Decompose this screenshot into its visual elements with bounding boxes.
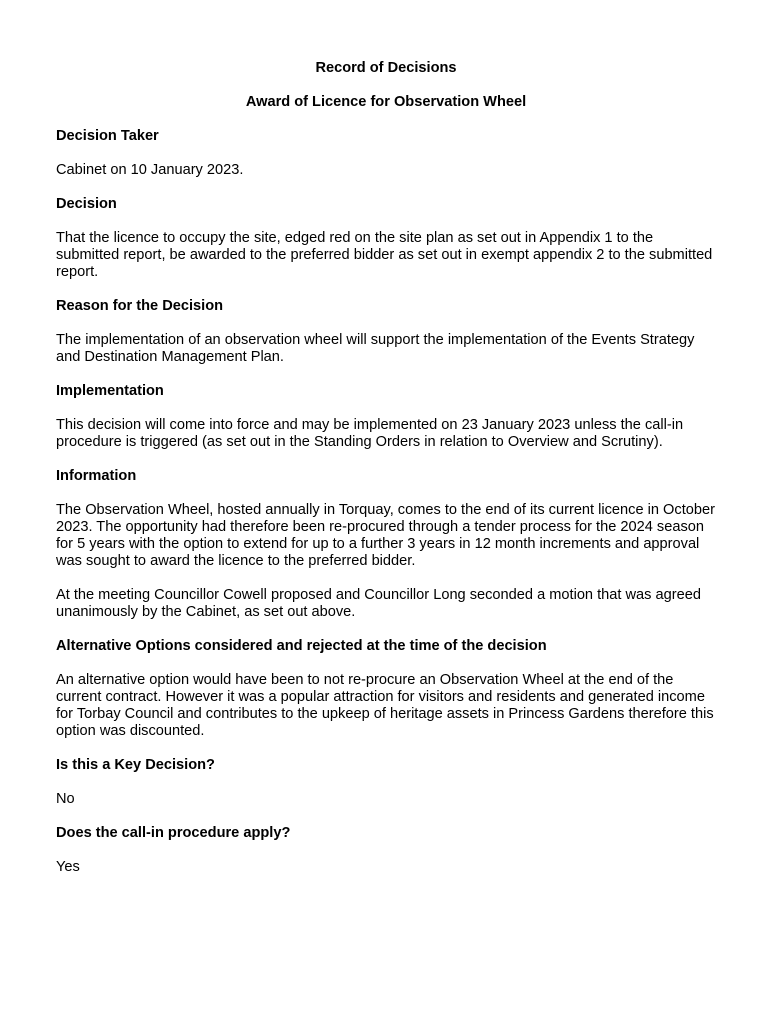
reason-heading: Reason for the Decision	[56, 298, 224, 314]
information-text-2: At the meeting Councillor Cowell proposed and Councillor Long seconded a motion that was agreed unanimously by the Cabinet, as set out above.	[56, 587, 701, 620]
implementation-text: This decision will come into force and may be implemented on 23 January 2023 unless the call-in procedure is triggered (as set out in the Standing Orders in relation to Overview and Scrutiny).	[56, 417, 684, 450]
call-in-heading: Does the call-in procedure apply?	[56, 825, 291, 841]
decision-taker-heading: Decision Taker	[56, 128, 159, 144]
alternatives-text: An alternative option would have been to not re-procure an Observation Wheel at the end of the current contract. However it was a popular attraction for visitors and residents and generated income for Torbay Council and contributes to the upkeep of heritage assets in Princess Gardens therefore this option was discounted.	[56, 672, 714, 739]
key-decision-heading: Is this a Key Decision?	[56, 757, 215, 773]
decision-text: That the licence to occupy the site, edged red on the site plan as set out in Appendix 1 to the submitted report, be awarded to the preferred bidder as set out in exempt appendix 2 to the submitted report.	[56, 230, 713, 280]
information-text-1: The Observation Wheel, hosted annually in Torquay, comes to the end of its current licence in October 2023. The opportunity had therefore been re-procured through a tender process for the 2024 season for 5 years with the option to extend for up to a further 3 years in 12 month increments and approval was sought to award the licence to the preferred bidder.	[56, 502, 715, 569]
implementation-heading: Implementation	[56, 383, 164, 399]
key-decision-text: No	[56, 791, 75, 807]
call-in-text: Yes	[56, 859, 80, 875]
decision-heading: Decision	[56, 196, 117, 212]
document-subtitle: Award of Licence for Observation Wheel	[245, 94, 527, 110]
reason-text: The implementation of an observation wheel will support the implementation of the Events Strategy and Destination Management Plan.	[56, 332, 695, 365]
document-page	[56, 60, 716, 893]
document-title: Record of Decisions	[315, 60, 457, 76]
alternatives-heading: Alternative Options considered and rejected at the time of the decision	[56, 638, 547, 654]
information-heading: Information	[56, 468, 137, 484]
decision-taker-text: Cabinet on 10 January 2023.	[56, 162, 244, 178]
